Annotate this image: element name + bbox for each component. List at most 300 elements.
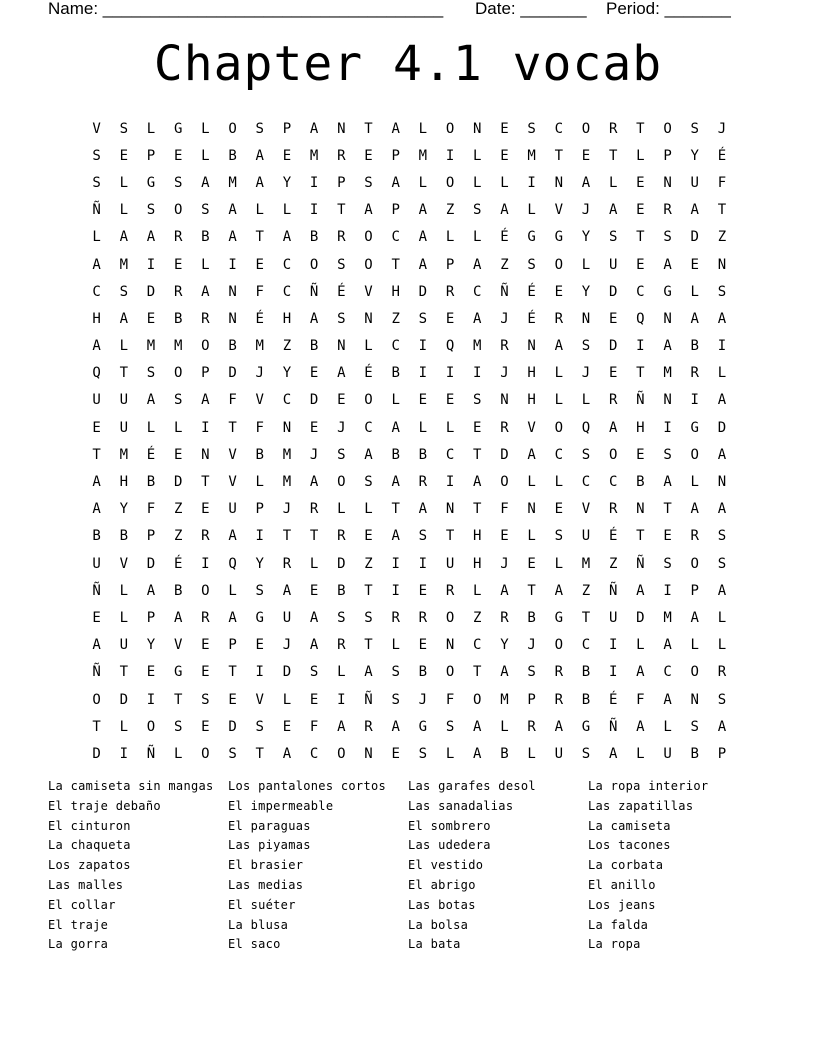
word-list-item: La falda — [588, 917, 649, 932]
grid-letter: N — [228, 283, 237, 300]
grid-letter: R — [418, 609, 428, 626]
grid-letter: P — [282, 120, 292, 137]
grid-letter: L — [690, 474, 699, 491]
grid-letter: Z — [608, 555, 618, 572]
grid-letter: N — [717, 256, 727, 273]
grid-letter: R — [173, 229, 183, 246]
grid-letter: Z — [717, 229, 727, 246]
word-list-item: El anillo — [588, 877, 656, 892]
grid-letter: H — [527, 392, 536, 409]
grid-letter: N — [337, 338, 346, 355]
grid-letter: A — [228, 229, 237, 246]
grid-letter: A — [391, 174, 400, 191]
word-list-item: Las sanadalias — [408, 798, 514, 813]
grid-letter: N — [663, 392, 672, 409]
grid-letter: I — [391, 555, 400, 572]
word-list-item: Las zapatillas — [588, 798, 694, 813]
grid-letter: I — [201, 419, 210, 436]
grid-letter: M — [309, 147, 319, 164]
grid-letter: S — [663, 229, 672, 246]
grid-letter: S — [92, 174, 101, 191]
grid-letter: S — [337, 446, 346, 463]
grid-letter: M — [119, 256, 128, 273]
grid-letter: G — [690, 419, 699, 436]
grid-letter: T — [92, 446, 101, 463]
grid-letter: A — [717, 392, 727, 409]
grid-letter: T — [364, 582, 373, 599]
grid-letter: S — [527, 664, 536, 681]
grid-letter: L — [201, 120, 210, 137]
grid-letter: A — [309, 609, 319, 626]
grid-letter: O — [690, 664, 699, 681]
grid-letter: A — [554, 718, 563, 735]
grid-letter: S — [173, 174, 183, 191]
grid-letter: A — [255, 147, 264, 164]
grid-letter: J — [337, 419, 346, 436]
grid-letter: L — [636, 147, 645, 164]
grid-letter: Ñ — [92, 202, 101, 219]
grid-letter: T — [309, 528, 319, 545]
grid-letter: L — [527, 474, 536, 491]
grid-letter: B — [173, 582, 183, 599]
grid-letter: D — [119, 691, 128, 708]
grid-letter: R — [527, 718, 536, 735]
grid-letter: I — [663, 582, 672, 599]
grid-letter: U — [92, 392, 101, 409]
grid-letter: U — [119, 637, 128, 654]
grid-letter: A — [418, 501, 428, 518]
grid-letter: Z — [581, 582, 591, 599]
grid-letter: T — [636, 365, 645, 382]
grid-letter: R — [663, 202, 672, 219]
grid-letter: M — [146, 338, 156, 355]
grid-letter: A — [282, 229, 292, 246]
grid-letter: E — [337, 392, 346, 409]
grid-letter: B — [391, 446, 400, 463]
grid-letter: T — [581, 609, 591, 626]
grid-letter: A — [690, 310, 699, 327]
word-list-item: El impermeable — [228, 798, 334, 813]
grid-letter: L — [228, 582, 237, 599]
grid-letter: A — [119, 229, 128, 246]
grid-letter: A — [717, 582, 727, 599]
grid-letter: E — [255, 637, 264, 654]
grid-letter: C — [608, 474, 618, 491]
grid-letter: S — [364, 474, 373, 491]
grid-letter: S — [717, 528, 727, 545]
word-list-item: La ropa — [588, 937, 641, 952]
grid-letter: E — [146, 310, 156, 327]
grid-letter: N — [445, 637, 455, 654]
grid-letter: M — [527, 147, 536, 164]
grid-letter: M — [473, 338, 482, 355]
grid-letter: A — [282, 745, 292, 762]
grid-letter: E — [391, 745, 400, 762]
grid-letter: I — [608, 637, 618, 654]
grid-letter: É — [337, 283, 346, 300]
grid-letter: U — [92, 555, 101, 572]
student-info-header — [0, 0, 816, 20]
grid-letter: E — [636, 202, 645, 219]
grid-letter: Q — [92, 365, 101, 382]
grid-letter: J — [717, 120, 727, 137]
grid-letter: A — [309, 637, 319, 654]
grid-letter: O — [146, 718, 156, 735]
grid-letter: A — [391, 120, 400, 137]
grid-letter: L — [391, 637, 400, 654]
grid-letter: Z — [173, 501, 183, 518]
grid-letter: N — [636, 501, 645, 518]
grid-letter: S — [608, 229, 618, 246]
grid-letter: I — [418, 555, 428, 572]
grid-letter: A — [364, 202, 373, 219]
grid-letter: U — [119, 419, 128, 436]
grid-letter: D — [282, 664, 292, 681]
grid-letter: R — [690, 528, 699, 545]
grid-letter: I — [527, 174, 536, 191]
grid-letter: G — [146, 174, 156, 191]
grid-letter: S — [581, 446, 591, 463]
grid-letter: C — [581, 474, 591, 491]
grid-letter: A — [418, 256, 428, 273]
grid-letter: P — [527, 691, 536, 708]
grid-letter: A — [636, 664, 645, 681]
grid-letter: O — [445, 609, 455, 626]
grid-letter: S — [255, 718, 264, 735]
grid-letter: A — [337, 718, 346, 735]
grid-letter: O — [201, 338, 210, 355]
grid-letter: I — [391, 582, 400, 599]
grid-letter: H — [473, 528, 482, 545]
grid-letter: L — [554, 365, 563, 382]
grid-letter: A — [554, 338, 563, 355]
grid-letter: Ñ — [636, 555, 645, 572]
grid-letter: D — [228, 365, 237, 382]
grid-letter: T — [554, 147, 563, 164]
grid-letter: Z — [500, 256, 509, 273]
grid-letter: B — [581, 664, 591, 681]
grid-letter: P — [717, 745, 727, 762]
word-list-item: La gorra — [48, 937, 109, 952]
grid-letter: L — [337, 664, 346, 681]
grid-letter: T — [717, 202, 727, 219]
grid-letter: C — [391, 338, 400, 355]
grid-letter: S — [391, 664, 400, 681]
grid-letter: L — [581, 256, 591, 273]
grid-letter: M — [282, 474, 292, 491]
grid-letter: F — [255, 283, 264, 300]
grid-letter: D — [92, 745, 101, 762]
grid-letter: R — [201, 310, 210, 327]
grid-letter: E — [418, 637, 428, 654]
grid-letter: E — [201, 664, 210, 681]
name-field-label: Name: ____________________________________ — [48, 0, 444, 18]
grid-letter: R — [717, 664, 727, 681]
grid-letter: B — [527, 609, 536, 626]
word-list-item: Las udedera — [408, 838, 491, 853]
grid-letter: L — [717, 609, 727, 626]
grid-letter: S — [364, 174, 373, 191]
grid-letter: M — [581, 555, 591, 572]
grid-letter: Z — [282, 338, 292, 355]
grid-letter: Ñ — [309, 283, 319, 300]
grid-letter: L — [500, 174, 509, 191]
word-list-item: El collar — [48, 897, 116, 912]
grid-letter: H — [119, 474, 128, 491]
grid-letter: L — [473, 229, 482, 246]
grid-letter: Q — [636, 310, 645, 327]
grid-letter: I — [717, 338, 727, 355]
grid-letter: É — [527, 310, 536, 327]
grid-letter: E — [282, 718, 292, 735]
grid-letter: E — [636, 256, 645, 273]
grid-letter: C — [282, 283, 292, 300]
grid-letter: A — [418, 229, 428, 246]
grid-letter: T — [391, 501, 400, 518]
grid-letter: L — [690, 637, 699, 654]
grid-letter: O — [92, 691, 101, 708]
grid-letter: A — [364, 664, 373, 681]
grid-letter: E — [201, 501, 210, 518]
grid-letter: A — [146, 582, 156, 599]
grid-letter: T — [473, 501, 482, 518]
grid-letter: I — [255, 664, 264, 681]
grid-letter: N — [527, 338, 536, 355]
word-list-item: Las medias — [228, 877, 304, 892]
grid-letter: A — [473, 310, 482, 327]
grid-letter: E — [636, 446, 645, 463]
grid-letter: R — [282, 555, 292, 572]
grid-letter: G — [554, 229, 563, 246]
word-list-item: Las garafes desol — [408, 779, 536, 793]
grid-letter: A — [92, 338, 101, 355]
word-list-item: El traje debaño — [48, 798, 161, 813]
grid-letter: L — [364, 501, 373, 518]
grid-letter: B — [418, 664, 428, 681]
grid-letter: D — [608, 338, 618, 355]
grid-letter: L — [92, 229, 101, 246]
grid-letter: I — [636, 338, 645, 355]
grid-letter: F — [500, 501, 509, 518]
grid-letter: E — [500, 528, 509, 545]
grid-letter: S — [581, 745, 591, 762]
grid-letter: L — [391, 392, 400, 409]
grid-letter: Q — [581, 419, 591, 436]
grid-letter: N — [500, 392, 509, 409]
grid-letter: T — [636, 120, 645, 137]
grid-letter: A — [418, 202, 428, 219]
grid-letter: F — [146, 501, 156, 518]
grid-letter: A — [473, 745, 482, 762]
grid-letter: V — [554, 202, 563, 219]
grid-letter: Ñ — [608, 582, 618, 599]
grid-letter: É — [608, 528, 618, 545]
grid-letter: S — [337, 609, 346, 626]
grid-letter: L — [309, 555, 319, 572]
word-list-item: La camiseta sin mangas — [48, 779, 214, 793]
grid-letter: T — [473, 446, 482, 463]
grid-letter: G — [663, 283, 672, 300]
grid-letter: S — [581, 338, 591, 355]
grid-letter: A — [663, 637, 672, 654]
word-list-item: El abrigo — [408, 877, 476, 892]
grid-letter: O — [364, 392, 373, 409]
grid-letter: É — [364, 365, 373, 382]
grid-letter: A — [717, 310, 727, 327]
grid-letter: S — [663, 446, 672, 463]
grid-letter: J — [418, 691, 428, 708]
grid-letter: A — [146, 392, 156, 409]
grid-letter: E — [255, 256, 264, 273]
grid-letter: T — [636, 528, 645, 545]
grid-letter: E — [418, 582, 428, 599]
grid-letter: E — [663, 528, 672, 545]
grid-letter: A — [473, 718, 482, 735]
grid-letter: B — [173, 310, 183, 327]
grid-letter: Ñ — [146, 745, 156, 762]
grid-letter: G — [173, 664, 183, 681]
grid-letter: O — [473, 691, 482, 708]
grid-letter: F — [255, 419, 264, 436]
grid-letter: Y — [500, 637, 509, 654]
grid-letter: V — [527, 419, 536, 436]
grid-letter: L — [527, 202, 536, 219]
grid-letter: M — [282, 446, 292, 463]
grid-letter: N — [282, 419, 292, 436]
grid-letter: S — [146, 365, 156, 382]
grid-letter: R — [445, 582, 455, 599]
grid-letter: E — [473, 419, 482, 436]
grid-letter: L — [364, 338, 373, 355]
grid-letter: S — [418, 745, 428, 762]
grid-letter: Y — [255, 555, 264, 572]
grid-letter: N — [364, 310, 373, 327]
grid-letter: T — [119, 365, 128, 382]
grid-letter: E — [581, 147, 591, 164]
grid-letter: Y — [690, 147, 699, 164]
grid-letter: V — [228, 446, 237, 463]
period-field-label: Period: _______ — [606, 0, 731, 18]
grid-letter: L — [119, 609, 128, 626]
grid-letter: O — [364, 229, 373, 246]
grid-letter: D — [146, 555, 156, 572]
grid-letter: F — [717, 174, 727, 191]
grid-letter: B — [418, 446, 428, 463]
grid-letter: V — [364, 283, 373, 300]
grid-letter: A — [527, 446, 536, 463]
word-list-item: Los pantalones cortos — [228, 779, 387, 793]
grid-letter: U — [690, 174, 699, 191]
grid-letter: L — [418, 419, 428, 436]
word-list-item: Los tacones — [588, 838, 671, 853]
word-list-item: La camiseta — [588, 818, 671, 833]
word-list-item: El cinturon — [48, 818, 131, 833]
grid-letter: G — [581, 718, 591, 735]
grid-letter: C — [663, 664, 672, 681]
grid-letter: T — [173, 691, 183, 708]
grid-letter: C — [92, 283, 101, 300]
grid-letter: A — [255, 174, 264, 191]
grid-letter: P — [201, 365, 210, 382]
grid-letter: S — [201, 202, 210, 219]
grid-letter: M — [663, 609, 672, 626]
grid-letter: R — [201, 528, 210, 545]
grid-letter: A — [201, 283, 210, 300]
grid-letter: T — [527, 582, 536, 599]
grid-letter: L — [554, 555, 563, 572]
grid-letter: C — [282, 256, 292, 273]
grid-letter: O — [309, 256, 319, 273]
grid-letter: I — [146, 691, 156, 708]
grid-letter: S — [255, 120, 264, 137]
grid-letter: I — [445, 474, 455, 491]
grid-letter: L — [473, 582, 482, 599]
grid-letter: S — [201, 691, 210, 708]
grid-letter: A — [636, 582, 645, 599]
grid-letter: L — [201, 147, 210, 164]
grid-letter: R — [418, 474, 428, 491]
grid-letter: B — [228, 338, 237, 355]
grid-letter: L — [119, 582, 128, 599]
grid-letter: A — [309, 310, 319, 327]
grid-letter: L — [282, 202, 292, 219]
grid-letter: M — [255, 338, 264, 355]
grid-letter: A — [309, 120, 319, 137]
grid-letter: S — [119, 283, 128, 300]
grid-letter: N — [228, 310, 237, 327]
grid-letter: R — [173, 283, 183, 300]
grid-letter: L — [554, 392, 563, 409]
grid-letter: Y — [146, 637, 156, 654]
grid-letter: Z — [473, 609, 482, 626]
grid-letter: L — [418, 174, 428, 191]
date-field-label: Date: _______ — [475, 0, 587, 18]
grid-letter: A — [391, 528, 400, 545]
grid-letter: E — [445, 392, 455, 409]
word-list-item: El sombrero — [408, 818, 491, 833]
word-list-item: El traje — [48, 917, 109, 932]
grid-letter: C — [364, 419, 373, 436]
grid-letter: O — [554, 419, 563, 436]
grid-letter: I — [663, 419, 672, 436]
grid-letter: N — [445, 501, 455, 518]
grid-letter: A — [717, 446, 727, 463]
grid-letter: J — [500, 365, 509, 382]
grid-letter: E — [309, 365, 319, 382]
grid-letter: É — [173, 555, 183, 572]
grid-letter: C — [636, 283, 645, 300]
grid-letter: E — [92, 419, 101, 436]
grid-letter: I — [473, 365, 482, 382]
grid-letter: L — [282, 691, 292, 708]
grid-letter: H — [282, 310, 292, 327]
grid-letter: I — [418, 338, 428, 355]
grid-letter: S — [391, 691, 400, 708]
grid-letter: C — [309, 745, 319, 762]
grid-letter: L — [608, 174, 618, 191]
grid-letter: G — [418, 718, 428, 735]
grid-letter: O — [608, 446, 618, 463]
grid-letter: Z — [391, 310, 400, 327]
grid-letter: D — [337, 555, 346, 572]
grid-letter: A — [500, 202, 509, 219]
grid-letter: E — [201, 718, 210, 735]
grid-letter: J — [500, 555, 509, 572]
grid-letter: T — [391, 256, 400, 273]
grid-letter: L — [500, 718, 509, 735]
grid-letter: V — [92, 120, 101, 137]
grid-letter: L — [717, 637, 727, 654]
